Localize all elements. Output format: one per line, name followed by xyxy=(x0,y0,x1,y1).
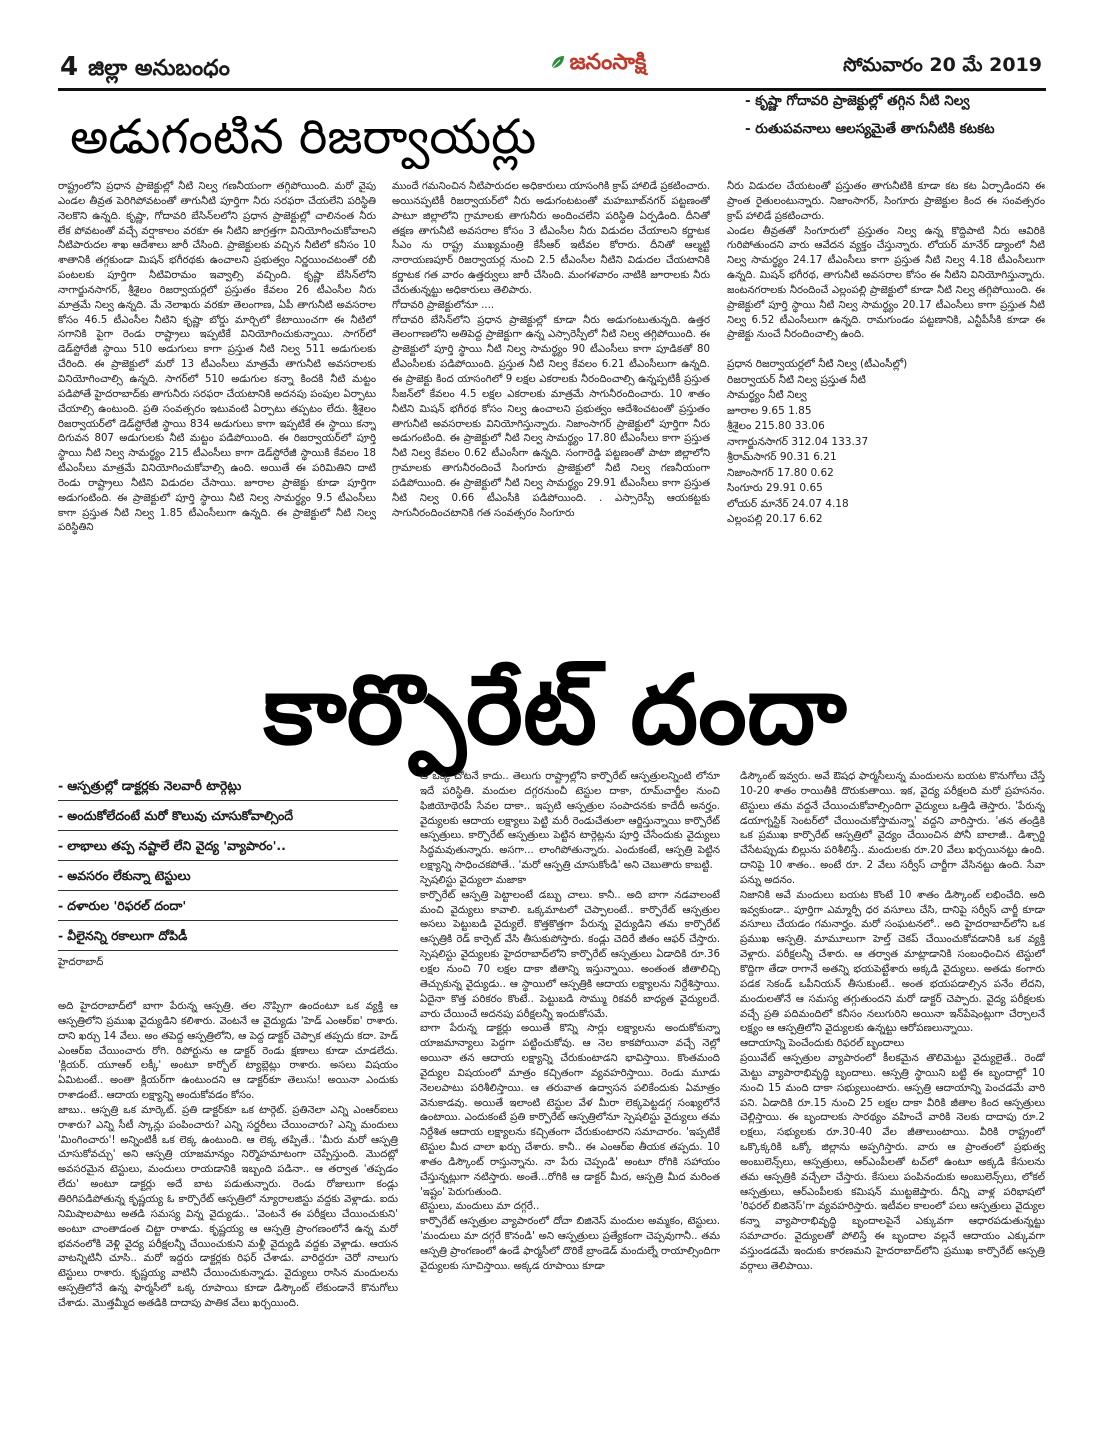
reservoir-stats-table xyxy=(727,357,1045,528)
subhead-bullet: - ఆస్పత్రుల్లో డాక్టర్లకు నెలవారీ టార్గెట్లు xyxy=(58,775,398,797)
story2-column-1 xyxy=(58,1000,398,1395)
story1-column-1 xyxy=(58,180,376,640)
headline-decks xyxy=(745,92,1065,148)
subhead-bullet: - దళారుల 'రిఫరల్ దందా' xyxy=(58,895,398,917)
subhead-bullet: - లాభాలు తప్ప నష్టాలే లేని వైద్య 'వ్యాపారం'.. xyxy=(58,835,398,857)
masthead-rule xyxy=(58,88,1046,91)
subhead-bullet: - అందుకోలేదంటే మరో కొలువు చూసుకోవాల్సిందే xyxy=(58,805,398,827)
body-text: ఆ ఒక్క చోటనే కాదు.. తెలుగు రాష్ట్రాల్లోని కార్పొరేట్ ఆస్పత్రులన్నింటి లోనూ ఇదే పరిస్థితి. మందుల దగ్గరనుంచీ టెస్టుల దాకా, రూమ్‌చార్జీల నుంచి ఫిజియోథెరపీ సేవల దాకా.. ఇప్పటి ఆస్పత్రుల సంపాదనకు కాదేదీ అనర్హం. వైద్యులకు ఆదాయ లక్ష్యాలు పెట్టి మరీ రెండుచేతులా ఆర్జిస్తున్నాయి కార్పొరేట్ ఆస్పత్రులు. కార్పొరేట్ ఆస్పత్రులు పెట్టిన టార్గెట్లను పూర్తి చేసేందుకు వైద్యులు సిద్ధమవుతున్నారు. అసగా... లాంగిపోతున్నారు. ఎందుకంటే, ఆస్పత్రి పెట్టిన లక్ష్యాన్ని సాధించకపోతే.. 'మరో ఆస్పత్రి చూసుకోండి' అని చెబుతారు కాబట్టి. స్పెషలిస్టు వైద్యులా మజాకా కార్పొరేట్ ఆస్పత్రి పెట్టాలంటే డబ్బు చాలు. కానీ.. అది బాగా నడవాలంటే మంచి వైద్యులు కావాలి. ఒక్కమాటలో చెప్పాలంటే.. కార్పొరేట్ ఆస్పత్రుల అసలు పెట్టుబడి వైద్యులే. కొత్తకొత్తగా పేరున్న వైద్యుడిని తమ కార్పొరేట్ ఆస్పత్రికి రెడ్ కార్పెట్ వేసి తీసుకుపోస్తారు. కండ్లు చెదిరే జీతం ఆఫర్ చేస్తారు. స్పెషలిస్టు వైద్యులకు హైదరాబాద్‌లోని కార్పొరేట్ ఆస్పత్రులు ఏడాదికి రూ.36 లక్షల నుంచి 70 లక్షల దాకా జీతాన్ని ఇస్తున్నాయి. అంతంత జీతాలిచ్చి తెచ్చుకున్న వైద్యుడు.. ఆ స్థాయిలో ఆస్పత్రికి ఆదాయ లక్ష్యాలను నిర్దేశిస్తాయి. ఏదైనా కొత్త పరికరం కొంటే.. పెట్టుబడి సొమ్ము రికవరీ బాధ్యత వైద్యులదే. వారు చేయించే అదనపు పరీక్షలన్నీ ఇందుకోసమే. బాగా పేరున్న డాక్టర్లు అయితే కొన్ని సార్లు లక్ష్యాలను అందుకోకున్నా యాజమాన్యాలు పెద్దగా పట్టించుకోవు. ఆ నెల కాకపోయినా వచ్చే నెల్లో అయినా తన ఆదాయ లక్ష్యాన్ని చేరుకుంటాడని భావిస్తాయి. కొంతమంది వైద్యుల విషయంలో మాత్రం కచ్చితంగా వ్యవహరిస్తాయి. రెండు మూడు నెలలపాటు పరిశీలిస్తాయి. ఆ తరువాత ఉద్వాసన పలికేందుకు ఏమాత్రం వెనుకాడవు. అయితే ఇలాంటి టెస్టుల వేళ మీరా లెక్కపెట్టడగ్గ సంఖ్యలోనే ఉంటాయి. ఎందుకంటే ప్రతి కార్పొరేట్ ఆస్పత్రిలోనూ స్పెషలిస్టు వైద్యులు తమ నిర్దేశిత ఆదాయ లక్ష్యాలను కచ్చితంగా చేరుకుంటారని సమాచారం. 'ఇప్పటికే టెస్టుల మీద చాలా ఖర్చు చేశారు. కానీ.. ఈ ఎంఆర్‌ఐ తీయక తప్పదు. 10 శాతం డిస్కౌంట్ రాస్తున్నాను. నా పేరు చెప్పండి' అంటూ రోగికి సహాయం చేస్తున్నట్లుగా నటిస్తారు. అంతే...రోగికి ఆ డాక్టర్ మీద, ఆస్పత్రి మీద మరింత 'ఇష్టం' పెరుగుతుంది. టెస్టులు, మందులు మా దగ్గరే.. కార్పొరేట్ ఆస్పత్రుల వ్యాపారంలో దోచా బిజినెస్ మందుల అమ్మకం, టెస్టులు. 'మందులు మా దగ్గరే కొనండి' అని ఆస్పత్రులు ప్రత్యేకంగా చెప్పవుగానీ.. తమ ఆస్పత్రి ప్రాంగణంలో ఉండే ఫార్మసీలో దొరికే బ్రాండెడ్ మందుల్నే రాయాల్సిందిగా వైద్యులకు సూచిస్తాయి. అక్కడ రూపాయి కూడా xyxy=(420,771,720,1272)
stats-title: ప్రధాన రిజర్వాయర్లలో నీటి నిల్వ (టీఎంసీల్లో) xyxy=(727,358,908,371)
body-text: రాష్ట్రంలోని ప్రధాన ప్రాజెక్టుల్లో నీటి నిల్వ గణనీయంగా తగ్గిపోయింది. మరో వైపు ఎండల తీవ్రత పెరిగిపోవటంతో తాగునీటి పూర్తిగా నీరు సరఫరా చేయలేని పరిస్థితి నెలకొని ఉన్నది. కృష్ణా, గోదావరి బేసిన్‌లలోని ప్రధాన ప్రాజెక్టుల్లో చాలినంత నీరు లేక పోవటంతో వచ్చే వర్షాకాలం వరకూ ఈ నీటిని జాగ్రత్తగా వినియోగించుకోవాలని నీటిపారుదల శాఖ ఆదేశాలు జారీ చేసింది. ప్రాజెక్టులకు వచ్చిన నీటిలో కనీసం 10 శాతానికి తగ్గకుండా మిషన్ భగీరథకు ఉంచాలని ప్రభుత్వం నిర్ణయించటంతో రబీ పంటలకు పూర్తిగా నీటివిరామం ఇవ్వాల్సి వచ్చింది. కృష్ణా బేసిన్‌లోని నాగార్జునసాగర్, శ్రీశైలం రిజర్వాయర్లలో ప్రస్తుతం కేవలం 26 టీఎంసీల నీరు మాత్రమే నిల్వ ఉన్నది. మే నెలాఖరు వరకూ తెలంగాణ, ఏపీ తాగునీటి అవసరాల కోసం 46.5 టీఎంసీల నీటిని కృష్ణా బోర్డు మార్చిలో కేటాయించగా ఈ నీటిలో సగానికి పైగా రెండు రాష్ట్రాలు ఇప్పటికే వినియోగించుకున్నాయి. సాగర్‌లో డెడ్‌స్టోరేజీ స్థాయి 510 అడుగులు కాగా ప్రస్తుత నీటి నిల్వ 511 అడుగులకు చేరింది. ఈ ప్రాజెక్టులో మరో 13 టీఎంసీలు మాత్రమే తాగునీటి అవసరాలకు వినియోగించాల్సి ఉన్నది. సాగర్‌లో 510 అడుగుల కన్నా కిందకి నీటి మట్టం పడిపోతే హైదరాబాద్‌కు తాగునీరు సరఫరా చేయటానికి అదనపు పంపుల ఏర్పాటు చేయాల్సి ఉంటుంది. ప్రతి సంవత్సరం ఇటువంటి ఏర్పాటు తప్పటం లేదు. శ్రీశైలం రిజర్వాయర్‌లో డెడ్‌స్టోరేజీ స్థాయి 834 అడుగులు కాగా ఇప్పటికే ఈ స్థాయి కన్నా దిగువన 807 అడుగులకు నీటి మట్టం పడిపోయింది. ఈ రిజర్వాయర్‌లో పూర్తి స్థాయి నీటి నిల్వ సామర్థ్యం 215 టీఎంసీలు కాగా డెడ్‌స్టోరేజీ స్థాయికి కేవలం 18 టీఎంసీలు మాత్రమే వినియోగించుకోవాల్సి ఉంది. అయితే ఈ పరిమితిని దాటి రెండు రాష్ట్రాలు నీటిని విడుదల చేసాయి. జూరాల ప్రాజెక్టు కూడా పూర్తిగా అడుగంటింది. ఈ ప్రాజెక్టులో పూర్తి స్థాయి నీటి నిల్వ సామర్థ్యం 9.5 టీఎంసీలు కాగా ప్రస్తుత నీటి నిల్వ 1.85 టీఎంసీలుగా ఉన్నది. ఈ ప్రాజెక్టులో నీటి నిల్వ పరిస్థితిని xyxy=(58,181,376,534)
stats-header: రిజర్వాయర్ నీటి నిల్వ ప్రస్తుత నీటి xyxy=(727,373,866,386)
stats-row: ఎల్లంపల్లి 20.17 6.62 xyxy=(727,513,823,526)
leaf-icon xyxy=(550,54,566,70)
body-text: నీరు విడుదల చేయటంతో ప్రస్తుతం తాగునీటికి కూడా కట కట ఏర్పాడిందని ఈ ప్రాంత రైతులంటున్నారు. నిజాంసాగర్, సింగూరు ప్రాజెక్టుల కింద ఈ సంవత్సరం క్రాప్ హాలిడే ప్రకటించారు. ఎండల తీవ్రతతో సింగూరులో ప్రస్తుతం నిల్వ ఉన్న కొద్దిపాటి నీరు ఆవిరికి గురిపోతుందని వారు ఆవేదన వ్యక్తం చేస్తున్నారు. లోయర్ మానేర్ డ్యాంలో నీటి నిల్వ సామర్థ్యం 24.17 టీఎంసీలు కాగా ప్రస్తుత నీటి నిల్వ 4.18 టీఎంసీలుగా ఉన్నది. మిషన్ భగీరథ, తాగునీటి అవసరాల కోసం ఈ నీటిని వినియోగిస్తున్నారు. జంటనగరాలకు నీరందించే ఎల్లంపల్లి ప్రాజెక్టులో కూడా నీటి నిల్వ తగ్గిపోయింది. ఈ ప్రాజెక్టులో పూర్తి స్థాయి నీటి నిల్వ సామర్థ్యం 20.17 టీఎంసీలు కాగా ప్రస్తుత నీటి నిల్వ 6.52 టీఎంసీలుగా ఉన్నది. రామగుండం పట్టణానికి, ఎన్టీపీసీకి కూడా ఈ ప్రాజెక్టు నుంచే నీరందించాల్సి ఉంది. xyxy=(727,181,1045,341)
section-name: జిల్లా అనుబంధం xyxy=(88,56,230,81)
stats-row: నాగార్జునసాగర్ 312.04 133.37 xyxy=(727,435,869,448)
dateline: హైదరాబాద్ xyxy=(58,957,104,968)
page-number: 4 xyxy=(60,52,79,82)
headline-corporate-danda: కార్పొరేట్ దందా xyxy=(263,654,847,766)
stats-row: సింగూరు 29.91 0.65 xyxy=(727,482,823,495)
headline-reservoirs: అడుగంటిన రిజర్వాయర్లు xyxy=(70,109,537,165)
stats-row: శ్రీశైలం 215.80 33.06 xyxy=(727,420,825,433)
deck-line: - కృష్ణా గోదావరి ప్రాజెక్టుల్లో తగ్గిన నీటి నిల్వ xyxy=(745,93,970,109)
brand-name: జనంసాక్షి xyxy=(569,50,647,75)
story2-column-2 xyxy=(420,770,720,1395)
brand-logo xyxy=(498,50,698,80)
stats-row: నిజాంసాగర్ 17.80 0.62 xyxy=(727,466,834,479)
stats-row: శ్రీరామ్‌సాగర్ 90.31 6.21 xyxy=(727,451,837,464)
body-text: అది హైదరాబాద్‌లో బాగా పేరున్న ఆస్పత్రి. తల నొప్పిగా ఉందంటూ ఒక వ్యక్తి ఆ ఆస్పత్రిలోని ప్రముఖ వైద్యుడిని కలిశారు. వెంటనే ఆ వైద్యుడు 'హెడ్ ఎంఆర్‌ఐ' రాశారు. దాని ఖర్చు 14 వేలు. అం తపెద్ద ఆస్పత్రిలోని, ఆ పెద్ద డాక్టర్ చెప్పాక తప్పదు కదా. హెడ్ ఎంఆర్‌ఐ చేయించారు రోగి. రిపోర్టును ఆ డాక్టర్ రెండు క్షణాలు కూడా చూడలేదు. 'క్లియర్. యూఆర్ లక్కీ' అంటూ కార్బోల్ ట్యాబ్లెట్లు రాశారు. అసలు విషయం ఏమిటంటే.. అంతా క్లియర్‌గా ఉంటుందని ఆ డాక్టర్‌కూ తెలుసు! అయినా ఎందుకు రాశాడంటే.. ఆదాయ లక్ష్యాన్ని అందుకోవడం కోసం. జాబు.. ఆస్పత్రి ఒక మార్కెట్. ప్రతి డాక్టర్‌కూ ఒక టార్గెట్. ప్రతినెలా ఎన్ని ఎంఆర్‌ఐలు రాశారు? ఎన్ని సీటీ స్కాన్లు పంపించారు? ఎన్ని సర్జరీలు చేయించారు? ఎన్ని మందులు 'మింగించారు'! అన్నింటికీ ఒక లెక్క ఉంటుంది. ఆ లెక్క తప్పితే.. 'మీరు మరో ఆస్పత్రి చూసుకోవచ్చు' అని ఆస్పత్రి యాజమాన్యం నిర్మొహమాటంగా చెప్పేస్తుంది. మొదట్లో అవసరమైన టెస్టులు, మందులు రాయడానికి ఇబ్బంది పడినా.. ఆ తర్వాత 'తప్పడం లేదు' అంటూ డాక్టర్లు అదే బాట పడుతున్నారు. రెండు రోజులుగా కండ్లు తిరిగిపడిపోతున్న కృష్ణయ్య ఓ కార్పొరేట్ ఆస్పత్రిలో న్యూరాలజిస్టు వద్దకు వెళ్లాడు. ఐదు నిమిషాలపాటు అతడి సమస్య విన్న వైద్యుడు.. 'వెంటనే ఈ పరీక్షలు చేయించుకుని' అంటూ చాంతాడంత చిట్టా రాశాడు. కృష్ణయ్య ఆ ఆస్పత్రి ప్రాంగణంలోనే ఉన్న మరో భవనంలోకి వెళ్లి వైద్య పరీక్షలన్నీ చేయించుకుని మళ్లీ వైద్యుడి వద్దకు వెళ్లాడు. ఆయన వాటన్నిటినీ చూసి.. మరో ఇద్దరు డాక్టర్లకు రిఫర్ చేశాడు. వారిద్దరూ చెరో నాలుగు టెస్టులు రాశారు. కృష్ణయ్య వాటినీ చేయించుకున్నాడు. వైద్యులు రాసిన మందులను ఆస్పత్రిలోనే ఉన్న ఫార్మసీలో ఒక్క రూపాయి కూడా డిస్కౌంట్ లేకుండానే కొనుగోలు చేశాడు. మొత్తమ్మీద అతడికి దాదాపు పాతిక వేలు ఖర్చయింది. xyxy=(58,1001,398,1309)
body-text: డిస్కౌంట్ ఇవ్వరు. అవే ఔషధ ఫార్మసీలున్న మందులను బయట కొనుగోలు చేస్తే 10-20 శాతం రాయితీకి దొరుకుతాయి. ఇక, వైద్య పరీక్షలది మరో ప్రహసనం. టెస్టులు తమ వద్దనే చేయించుకోవాల్సిందిగా వైద్యులు ఒత్తిడి తెస్తారు. 'పేరున్న డయాగ్నస్టిక్ సెంటర్‌లో చేయించుకోస్తామన్నా' వద్దని వారిస్తారు. 'తన తండ్రికి ఒక ప్రముఖ కార్పొరేట్ ఆస్పత్రిలో వైద్యం చేయించిన పోనీ బాలాజీ.. డిశ్చార్జి చేసేటప్పుడు బిల్లును పరిశీలిస్తే.. మందులకు రూ.20 వేలు ఖర్చయినట్టు ఉంది. దానిపై 10 శాతం.. అంటే రూ. 2 వేలు సర్వీస్ చార్జీగా వేసినట్టు ఉంది. సేవా పన్ను అదనం. నిజానికి అవే మందులు బయట కొంటే 10 శాతం డిస్కౌంట్ లభించేది. అది ఇవ్వకుండా.. పూర్తిగా ఎమ్మార్పీ ధర వసూలు చేసి, దానిపై సర్వీస్ చార్జీ కూడా వసూలు చేయడం గమనార్హం. మరో సంఘటనలో.. అది హైదరాబాద్‌లోని ఒక ప్రముఖ ఆస్పత్రి. మామూలుగా హెల్త్ చెకప్ చేయించుకోవడానికి ఒక వ్యక్తి వెళ్లారు. పరీక్షలన్నీ చేశారు. ఆ తర్వాత మాట్లాడానికి సంబంధించిన టెస్టులో కొద్దిగా తేడా రాగానే అతన్ని భయపెట్టేశారు అక్కడి వైద్యులు. అతడు కంగారు పడక సెకండ్ ఒపీనియన్ తీసుకుంటే.. అంత భయపడాల్సిన పనేం లేదని, మందులతోనే ఆ సమస్య తగ్గుతుందని మరో డాక్టర్ చెప్పారు. వైద్య పరీక్షలకు వచ్చే ప్రతి పదిమందిలో కనీసం నలుగురిని అయినా ఇన్‌పేషెంట్లుగా చేర్చాలనే లక్ష్యం ఆ ఆస్పత్రిలోని వైద్యులకు ఉన్నట్టు ఆరోపణలున్నాయి. ఆదాయాన్ని పెంచేందుకు రిఫరల్ బృందాలు ప్రయివేట్ ఆస్పత్రుల వ్యాపారంలో కీలకమైన తొలిమెట్టు వైద్యులైతే.. రెండో మెట్టు వ్యాపారాభివృద్ధి బృందాలు. ఆస్పత్రి స్థాయిని బట్టి ఈ బృందాల్లో 10 నుంచి 15 మంది దాకా సభ్యులుంటారు. ఆస్పత్రి ఆదాయాన్ని పెంచడమే వారి పని. ఏడాదికి రూ.15 నుంచి 25 లక్షల దాకా వీరికి జీతాల కింద ఆస్పత్రులు చెల్లిస్తాయి. ఈ బృందాలకు సారథ్యం వహించే వారికి నెలకు దాదాపు రూ.2 లక్షలు, సభ్యులకు రూ.30-40 వేల జీతాలుంటాయి. వీరికి రాష్ట్రంలో ఒక్కొక్కరికి ఒక్కో జిల్లాను అప్పగిస్తారు. వారు ఆ ప్రాంతంలో ప్రభుత్వ అంబులెన్స్‌లు, ఆస్పత్రులు, ఆర్‌ఎంపీలతో టచ్‌లో ఉంటూ అక్కడి కేసులను తమ ఆస్పత్రికి వచ్చేలా చేస్తారు. కేసులు పంపినందుకు అంబులెన్స్‌లు, లోకల్ ఆస్పత్రులు, ఆర్‌ఎంపీలకు కమిషన్ ముట్టజెప్తారు. దీన్ని వాళ్ల పరిభాషలో 'రిఫరల్ బిజినెస్'గా వ్యవహరిస్తారు. ఇటీవల కాలంలో పలు ఆస్పత్రులు వైద్యుల కన్నా వ్యాపారాభివృద్ధి బృందాలపైనే ఎక్కువగా ఆధారపడుతున్నట్టు సమాచారం. వైద్యులతో పోలిస్తే ఈ బృందాల వల్లనే ఆదాయం ఎక్కువగా వస్తుండడమే ఇందుకు కారణమని హైదరాబాద్‌లోని ప్రముఖ కార్పొరేట్ ఆస్పత్రి వర్గాలు తెలిపాయి. xyxy=(740,771,1045,1272)
stats-row: లోయర్ మానేర్ 24.07 4.18 xyxy=(727,497,849,510)
story2-column-3 xyxy=(740,770,1045,1395)
stats-row: జూరాల 9.65 1.85 xyxy=(727,404,812,417)
masthead xyxy=(58,50,1046,88)
story1-column-2 xyxy=(392,180,710,640)
subhead-bullet: - అవసరం లేకున్నా టెస్టులు xyxy=(58,865,398,887)
deck-line: - రుతుపవనాలు ఆలస్యమైతే తాగునీటికి కటకట xyxy=(745,121,995,137)
page-label xyxy=(60,52,230,86)
story1-column-3 xyxy=(727,180,1045,640)
issue-date: సోమవారం 20 మే 2019 xyxy=(843,54,1042,76)
stats-header: సామర్థ్యం నీటి నిల్వ xyxy=(727,389,807,402)
subhead-bullet: - వీలైనన్ని రకాలుగా దోపిడీ xyxy=(58,925,398,947)
body-text: ముందే గమనించిన నీటిపారుదల అధికారులు యాసంగికి క్రాప్ హాలిడే ప్రకటించారు. అయినప్పటికీ రిజర్వాయర్‌లో నీరు అడుగంటటంతో మహబూబ్‌నగర్ పట్టణంతో పాటూ జిల్లాలోని గ్రామాలకు తాగునీరు అందించలేని పరిస్థితి ఏర్పడింది. దీనితో తక్షణ తాగునీటి అవసరాల కోసం 3 టీఎంసీల నీరు విడుదల చేయాలని కర్ణాటక సీఎం ను రాష్ట్ర ముఖ్యమంత్రి కేసీఆర్ ఇటీవల కోరారు. దీనితో ఆల్మట్టి నారాయణపూర్ రిజర్వాయర్ల నుంచి 2.5 టీఎంసీల నీటిని విడుదల చేయటానికి కర్ణాటక గత వారం ఉత్తర్వులు జారీ చేసింది. మంగళవారం నాటికి జూరాలకు నీరు చేరుతున్నట్టు అధికారులు తెలిపారు. గోదావరి ప్రాజెక్టులోనూ .... గోదావరి బేసిన్‌లోని ప్రధాన ప్రాజెక్టుల్లో కూడా నీరు అడుగంటుతున్నది. ఉత్తర తెలంగాణలోని అతిపెద్ద ప్రాజెక్టుగా ఉన్న ఎస్సారెస్పీలో నీటి నిల్వ తగ్గిపోయింది. ఈ ప్రాజెక్టులో పూర్తి స్థాయి నీటి నిల్వ సామర్థ్యం 90 టీఎంసీలు కాగా పూడికతో 80 టీఎంసీలకు పడిపోయింది. ప్రస్తుత నీటి నిల్వ కేవలం 6.21 టీఎంసీలుగా ఉన్నది. ఈ ప్రాజెక్టు కింద యాసంగిలో 9 లక్షల ఎకరాలకు నీరందించాల్సి ఉన్నప్పటికీ ప్రస్తుత సీజన్‌లో కేవలం 4.5 లక్షల ఎకరాలకు మాత్రమే సాగునీరందించారు. 10 శాతం నీటిని మిషన్ భగీరథ కోసం నిల్వ ఉంచాలని ప్రభుత్వం ఆదేశించటంతో ప్రస్తుతం తాగునీటి అవసరాలకు వినియోగిస్తున్నారు. నిజాంసాగర్ ప్రాజెక్టులో పూర్తిగా నీరు అడుగంటింది. ఈ ప్రాజెక్టులో నీటి నిల్వ సామర్థ్యం 17.80 టీఎంసీలు కాగా ప్రస్తుత నీటి నిల్వ కేవలం 0.62 టీఎంసీగా ఉన్నది. సంగారెడ్డి పట్టణంతో పాటా జిల్లాలోని గ్రామాలకు తాగునీరందించే సింగూరు ప్రాజెక్టులో నీటి నిల్వ గణనీయంగా పడిపోయింది. ఈ ప్రాజెక్టులో నీటి నిల్వ సామర్థ్యం 29.91 టీఎంసీలు కాగా ప్రస్తుత నీటి నిల్వ 0.66 టీఎంసీకి పడిపోయింది. . ఎస్సారెస్పీ ఆయకట్టకు సాగునీరందించటానికి గత సంవత్సరం సింగూరు xyxy=(392,181,710,519)
story2-subheads xyxy=(58,775,398,970)
